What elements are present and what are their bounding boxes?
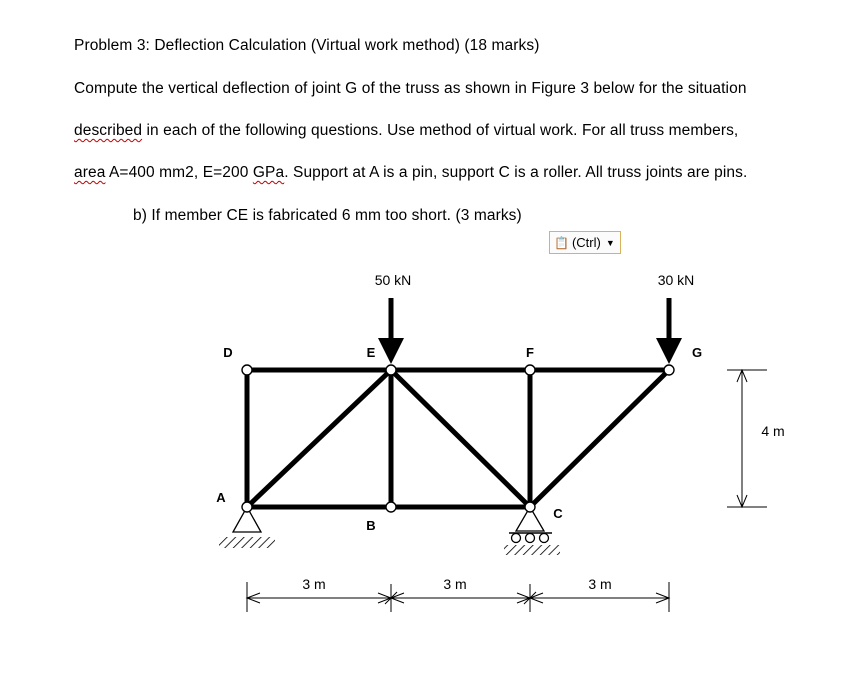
dimension-height: 4 m <box>761 423 785 439</box>
question-b: b) If member CE is fabricated 6 mm too short. (3 marks) <box>133 207 522 224</box>
joint-label-G: G <box>691 345 703 360</box>
member-CE <box>391 370 530 507</box>
clipboard-icon: 📋 <box>554 235 569 250</box>
load-arrow-E <box>378 298 404 364</box>
joint-F <box>525 365 535 375</box>
pin-support-A <box>219 507 275 548</box>
problem-title: Problem 3: Deflection Calculation (Virtual work method) (18 marks) <box>74 37 540 54</box>
joint-label-D: D <box>223 345 233 360</box>
paste-options-label: (Ctrl) <box>571 235 601 250</box>
joint-label-C: C <box>553 506 563 521</box>
problem-paragraph-line-1: Compute the vertical deflection of joint G of the truss as shown in Figure 3 below for the situation <box>74 80 747 97</box>
text-segment: A=400 mm2, E=200 <box>105 164 253 181</box>
joint-G <box>664 365 674 375</box>
joint-label-E: E <box>366 345 376 360</box>
dimension-span-3: 3 m <box>588 576 612 592</box>
dimension-span-2: 3 m <box>443 576 467 592</box>
truss-members <box>247 370 669 507</box>
member-AE <box>247 370 391 507</box>
joint-label-B: B <box>366 518 376 533</box>
joint-B <box>386 502 396 512</box>
joint-D <box>242 365 252 375</box>
text-segment: in each of the following questions. Use method of virtual work. For all truss members, <box>142 122 739 139</box>
load-label-G: 30 kN <box>657 272 695 288</box>
joint-label-A: A <box>216 490 226 505</box>
load-label-E: 50 kN <box>374 272 412 288</box>
spellcheck-word: GPa <box>252 164 285 181</box>
member-CG <box>530 370 669 507</box>
joint-A <box>242 502 252 512</box>
joint-label-F: F <box>526 345 534 360</box>
text-segment: . Support at A is a pin, support C is a roller. All truss joints are pins. <box>284 164 748 181</box>
dimension-span-1: 3 m <box>302 576 326 592</box>
spellcheck-word: area <box>74 164 106 181</box>
spellcheck-word: described <box>74 122 143 139</box>
roller-support-C <box>504 507 560 555</box>
load-arrow-G <box>656 298 682 364</box>
chevron-down-icon: ▼ <box>605 237 615 248</box>
joint-C <box>525 502 535 512</box>
joint-E <box>386 365 396 375</box>
